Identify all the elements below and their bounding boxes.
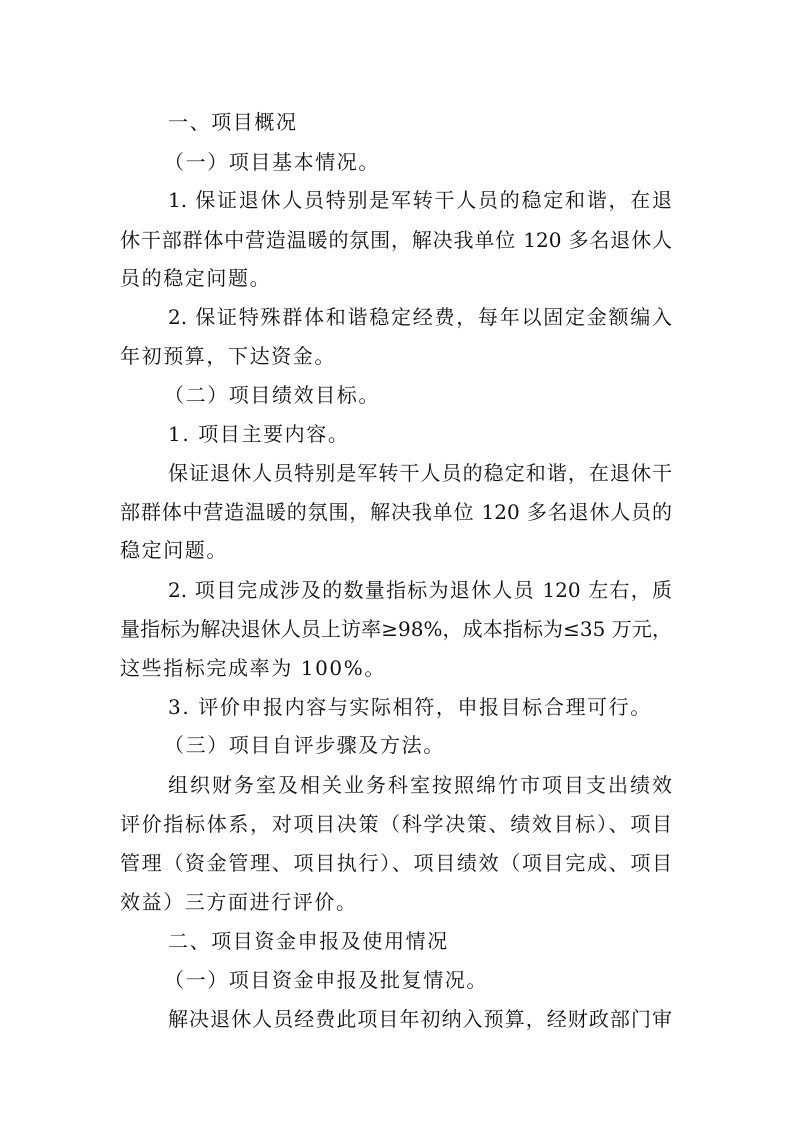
paragraph-line: 年初预算，下达资金。 [120, 344, 336, 368]
heading-funding-usage: 二、项目资金申报及使用情况 [168, 929, 449, 953]
paragraph-line: 员的稳定问题。 [120, 266, 272, 290]
paragraph-line: 解决退休人员经费此项目年初纳入预算，经财政部门审 [168, 1007, 672, 1031]
paragraph-line: 3. 评价申报内容与实际相符，申报目标合理可行。 [168, 695, 652, 719]
paragraph-line: 2. 保证特殊群体和谐稳定经费，每年以固定金额编入 [168, 305, 672, 329]
paragraph-line: 效益）三方面进行评价。 [120, 890, 358, 914]
paragraph-line: 2. 项目完成涉及的数量指标为退休人员 120 左右，质 [168, 578, 672, 602]
subheading-funding-approval: （一）项目资金申报及批复情况。 [164, 968, 488, 992]
paragraph-line: 这些指标完成率为 100%。 [120, 656, 386, 680]
paragraph-line: 1. 项目主要内容。 [168, 422, 350, 446]
paragraph-line: 部群体中营造温暖的氛围，解决我单位 120 多名退休人员的 [120, 500, 672, 524]
paragraph-line: 休干部群体中营造温暖的氛围，解决我单位 120 多名退休人 [120, 228, 672, 252]
paragraph-line: 评价指标体系，对项目决策（科学决策、绩效目标）、项目 [120, 812, 672, 836]
subheading-basic-info: （一）项目基本情况。 [164, 150, 380, 174]
subheading-self-evaluation: （三）项目自评步骤及方法。 [164, 733, 445, 757]
paragraph-line: 量指标为解决退休人员上访率≥98%，成本指标为≤35 万元， [120, 617, 672, 641]
paragraph-line: 组织财务室及相关业务科室按照绵竹市项目支出绩效 [168, 773, 672, 797]
paragraph-line: 保证退休人员特别是军转干人员的稳定和谐，在退休干 [168, 461, 672, 485]
paragraph-line: 稳定问题。 [120, 538, 228, 562]
subheading-performance-goals: （二）项目绩效目标。 [164, 383, 380, 407]
heading-project-overview: 一、项目概况 [168, 110, 298, 134]
paragraph-line: 1. 保证退休人员特别是军转干人员的稳定和谐，在退 [168, 188, 672, 212]
paragraph-line: 管理（资金管理、项目执行）、项目绩效（项目完成、项目 [120, 851, 672, 875]
